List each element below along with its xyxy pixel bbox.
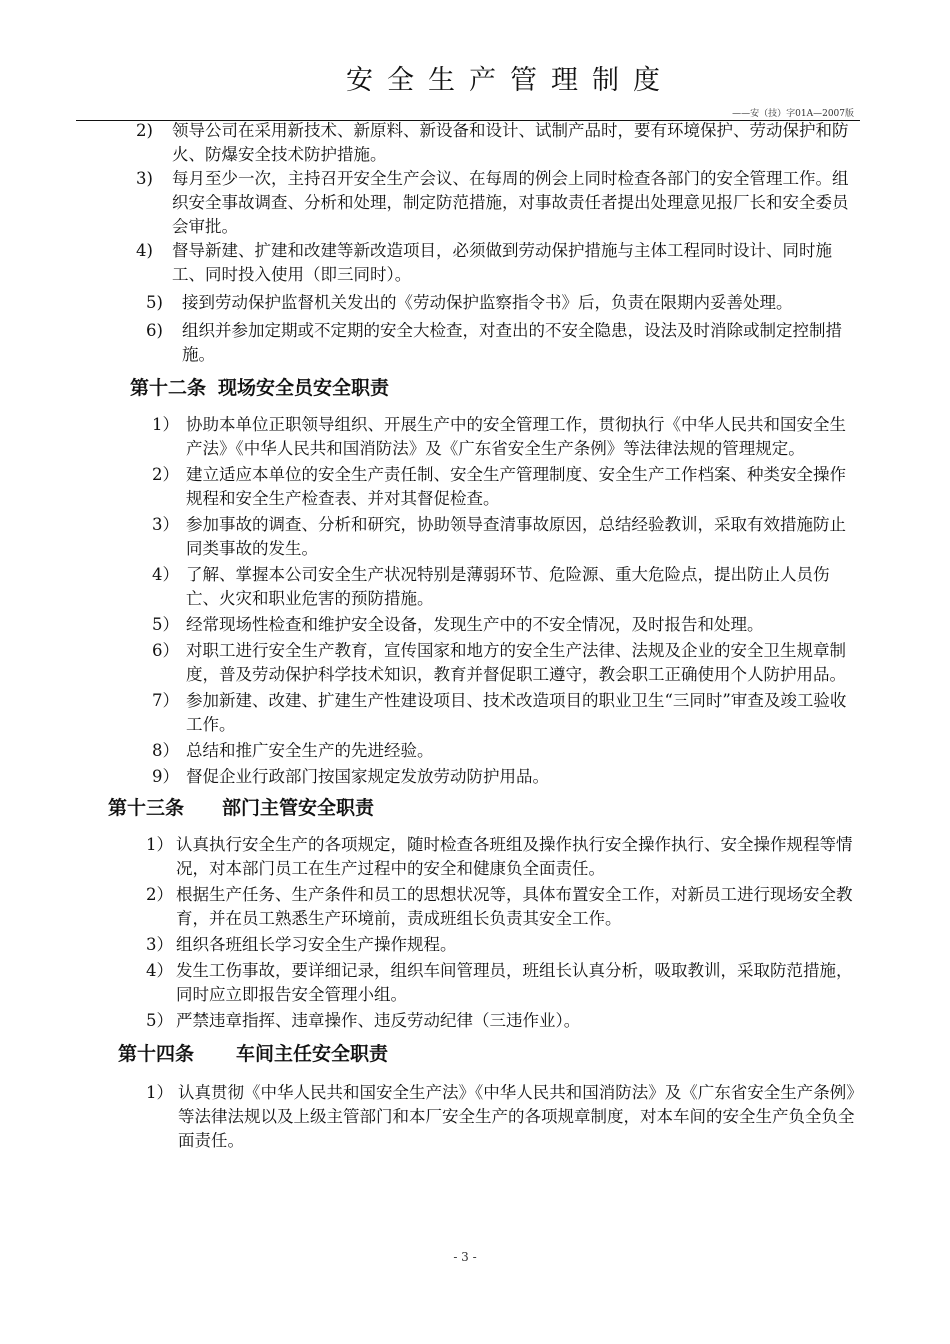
list-item-text: 协助本单位正职领导组织、开展生产中的安全管理工作，贯彻执行《中华人民共和国安全生产法》《中华人民共和国消防法》及《广东省安全生产条例》等法律法规的管理规定。 [186, 415, 846, 458]
list-item-number: 3） [152, 515, 179, 534]
article-number: 第十三条 [108, 797, 185, 819]
list-item-text: 建立适应本单位的安全生产责任制、安全生产管理制度、安全生产工作档案、种类安全操作规程和安全生产检查表、并对其督促检查。 [186, 465, 846, 508]
list-item [0, 413, 950, 461]
list-item-text: 组织各班组长学习安全生产操作规程。 [176, 935, 457, 954]
list-item-text: 经常现场性检查和维护安全设备，发现生产中的不安全情况，及时报告和处理。 [186, 615, 764, 634]
list-item [0, 883, 950, 931]
list-item [0, 463, 950, 511]
list-item-number: 3） [146, 935, 173, 954]
list-item-number: 2） [146, 885, 173, 904]
list-item [0, 513, 950, 561]
list-item-text: 每月至少一次，主持召开安全生产会议、在每周的例会上同时检查各部门的安全管理工作。组织安全事故调查、分析和处理，制定防范措施，对事故责任者提出处理意见报厂长和安全委员会审批。 [172, 169, 849, 236]
list-item-text: 参加新建、改建、扩建生产性建设项目、技术改造项目的职业卫生“三同时”审查及竣工验收工作。 [186, 691, 847, 734]
list-item-number: 9） [152, 767, 179, 786]
section-article-12 [0, 375, 950, 789]
section-heading [0, 795, 950, 821]
list-item-number: 4） [152, 565, 179, 584]
list-item [0, 291, 950, 315]
list-item-text: 组织并参加定期或不定期的安全大检查，对查出的不安全隐患，设法及时消除或制定控制措施。 [182, 321, 842, 364]
list-item [0, 239, 950, 287]
list-item-number: 4) [136, 241, 153, 260]
section-heading [0, 1041, 950, 1067]
list-item-number: 3) [136, 169, 153, 188]
list-item-text: 根据生产任务、生产条件和员工的思想状况等，具体布置安全工作，对新员工进行现场安全教育，并在员工熟悉生产环境前，责成班组长负责其安全工作。 [176, 885, 853, 928]
article-number: 第十二条 [130, 377, 207, 399]
list-item-number: 1） [146, 835, 173, 854]
list-item [0, 639, 950, 687]
list-item [0, 563, 950, 611]
list-item [0, 765, 950, 789]
list-item-number: 5） [146, 1011, 173, 1030]
list-item [0, 959, 950, 1007]
list-item-text: 了解、掌握本公司安全生产状况特别是薄弱环节、危险源、重大危险点，提出防止人员伤亡、火灾和职业危害的预防措施。 [186, 565, 830, 608]
list-item-text: 认真执行安全生产的各项规定，随时检查各班组及操作执行安全操作执行、安全操作规程等情况，对本部门员工在生产过程中的安全和健康负全面责任。 [176, 835, 853, 878]
list-item-text: 严禁违章指挥、违章操作、违反劳动纪律（三违作业）。 [176, 1011, 581, 1030]
section-article-14 [0, 1041, 950, 1153]
list-item [0, 1009, 950, 1033]
article-title: 车间主任安全职责 [236, 1043, 389, 1065]
list-item-number: 4） [146, 961, 173, 980]
list-item-text: 发生工伤事故，要详细记录，组织车间管理员，班组长认真分析，吸取教训，采取防范措施，同时应立即报告安全管理小组。 [176, 961, 853, 1004]
list-item-number: 7） [152, 691, 179, 710]
page-number: - 3 - [453, 1250, 477, 1264]
list-item-number: 1） [146, 1083, 173, 1102]
list-item-number: 5) [146, 293, 163, 312]
list-item-text: 接到劳动保护监督机关发出的《劳动保护监察指令书》后，负责在限期内妥善处理。 [182, 293, 793, 312]
list-item [0, 739, 950, 763]
list-item [0, 689, 950, 737]
section-heading [0, 375, 950, 401]
article-title: 部门主管安全职责 [222, 797, 375, 819]
page-title: 安全生产管理制度 [346, 65, 674, 96]
list-item-number: 5） [152, 615, 179, 634]
article-number: 第十四条 [118, 1043, 195, 1065]
list-item [0, 319, 950, 367]
list-item [0, 933, 950, 957]
list-item-text: 督促企业行政部门按国家规定发放劳动防护用品。 [186, 767, 549, 786]
list-item-text: 督导新建、扩建和改建等新改造项目，必须做到劳动保护措施与主体工程同时设计、同时施工、同时投入使用（即三同时）。 [172, 241, 832, 284]
list-item-number: 2) [136, 121, 153, 140]
list-item-text: 参加事故的调查、分析和研究，协助领导查清事故原因，总结经验教训，采取有效措施防止同类事故的发生。 [186, 515, 846, 558]
section-continued [0, 119, 950, 367]
list-item-number: 6) [146, 321, 163, 340]
list-item-text: 领导公司在采用新技术、新原料、新设备和设计、试制产品时，要有环境保护、劳动保护和防火、防爆安全技术防护措施。 [172, 121, 849, 164]
list-item [0, 1081, 950, 1153]
list-item-number: 2） [152, 465, 179, 484]
list-item [0, 119, 950, 167]
list-item-number: 1） [152, 415, 179, 434]
list-item-number: 6） [152, 641, 179, 660]
list-item-number: 8） [152, 741, 179, 760]
document-code: ——安（技）字01A—2007版 [732, 109, 854, 119]
list-item [0, 167, 950, 239]
list-item [0, 833, 950, 881]
list-item-text: 对职工进行安全生产教育，宣传国家和地方的安全生产法律、法规及企业的安全卫生规章制度，普及劳动保护科学技术知识，教育并督促职工遵守，教会职工正确使用个人防护用品。 [186, 641, 846, 684]
section-article-13 [0, 795, 950, 1033]
list-item-text: 总结和推广安全生产的先进经验。 [186, 741, 434, 760]
article-title: 现场安全员安全职责 [218, 377, 390, 399]
document-body [0, 119, 950, 1153]
list-item [0, 613, 950, 637]
list-item-text: 认真贯彻《中华人民共和国安全生产法》《中华人民共和国消防法》及《广东省安全生产条例》等法律法规以及上级主管部门和本厂安全生产的各项规章制度，对本车间的安全生产负全负全面责任。 [178, 1083, 855, 1150]
